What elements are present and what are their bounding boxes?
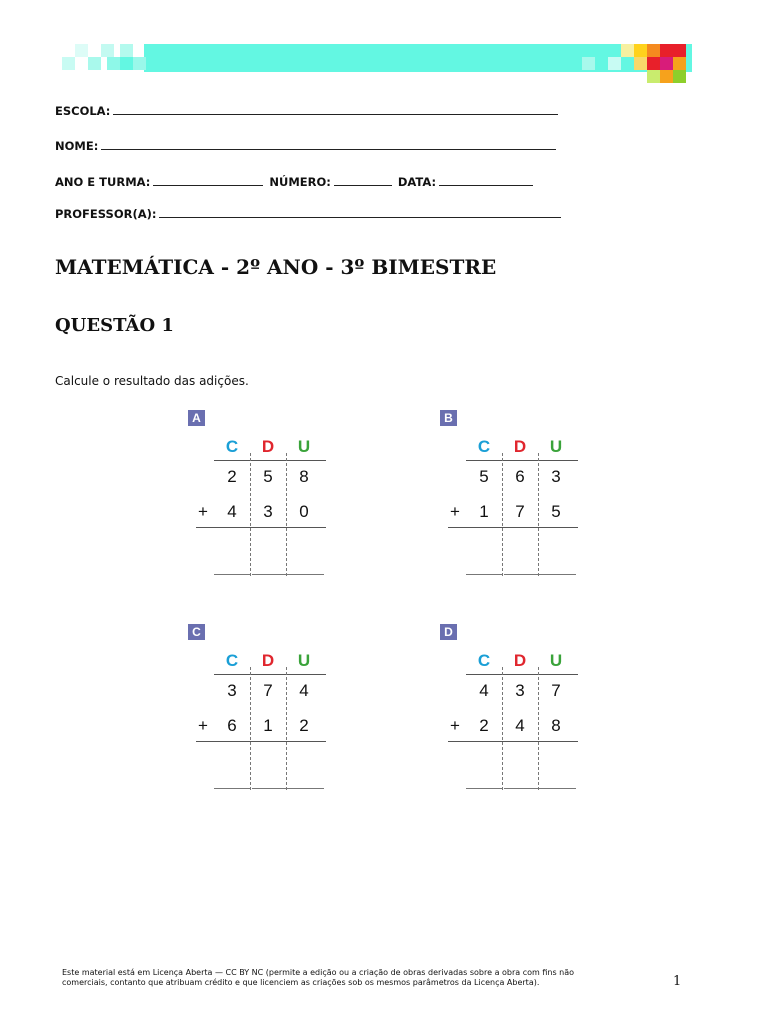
column-u-header: U <box>297 651 311 670</box>
name-line <box>101 139 556 150</box>
banner-pixel <box>647 70 660 83</box>
banner-pixel <box>673 44 686 57</box>
digit: 2 <box>299 716 309 735</box>
digit: 4 <box>299 681 309 700</box>
banner-pixel <box>647 57 660 70</box>
exercise-d <box>440 624 580 794</box>
number-label: NÚMERO: <box>269 175 331 189</box>
digit: 8 <box>299 467 309 486</box>
page-number: 1 <box>673 974 682 989</box>
banner-pixel <box>621 44 634 57</box>
number-line <box>334 175 392 186</box>
digit: 2 <box>227 467 237 486</box>
answer-line-u <box>288 574 324 575</box>
plus-sign: + <box>198 716 208 735</box>
digit: 3 <box>551 467 561 486</box>
plus-sign: + <box>198 502 208 521</box>
digit: 4 <box>515 716 525 735</box>
page-title: MATEMÁTICA - 2º ANO - 3º BIMESTRE <box>55 255 497 279</box>
digit: 2 <box>479 716 489 735</box>
banner-pixel <box>660 44 673 57</box>
question-title: QUESTÃO 1 <box>55 315 174 336</box>
answer-line-c <box>466 788 502 789</box>
year-class-label: ANO E TURMA: <box>55 175 151 189</box>
teacher-field <box>55 207 561 221</box>
column-d-header: D <box>513 651 527 670</box>
digit: 1 <box>479 502 489 521</box>
answer-line-d <box>504 788 540 789</box>
license-footer: Este material está em Licença Aberta — CC BY NC (permite a edição ou a criação de obras derivadas sobre a obra com fins não comerciais, contanto que atribuam crédito e que licenciem as criações sob os mesmos parâmetros da Licença Aberta). <box>62 968 575 987</box>
column-divider <box>250 453 251 576</box>
header-rule <box>214 460 326 461</box>
digit: 5 <box>263 467 273 486</box>
banner-pixel <box>107 57 120 70</box>
banner-pixel <box>634 57 647 70</box>
column-divider <box>250 667 251 790</box>
column-c-header: C <box>477 651 491 670</box>
digit: 0 <box>299 502 309 521</box>
answer-line-u <box>540 788 576 789</box>
digit: 3 <box>515 681 525 700</box>
name-label: NOME: <box>55 139 99 153</box>
exercise-a <box>188 410 328 580</box>
column-d-header: D <box>261 437 275 456</box>
column-c-header: C <box>225 651 239 670</box>
digit: 1 <box>263 716 273 735</box>
digit: 5 <box>551 502 561 521</box>
column-c-header: C <box>225 437 239 456</box>
digit: 7 <box>515 502 525 521</box>
column-divider <box>502 453 503 576</box>
banner-pixel <box>582 57 595 70</box>
banner-pixel <box>647 44 660 57</box>
banner-pixel <box>133 57 146 70</box>
digit: 7 <box>551 681 561 700</box>
digit: 6 <box>515 467 525 486</box>
digit: 4 <box>479 681 489 700</box>
digit: 5 <box>479 467 489 486</box>
answer-line-d <box>252 788 288 789</box>
plus-sign: + <box>450 716 460 735</box>
banner-pixel <box>673 57 686 70</box>
column-d-header: D <box>513 437 527 456</box>
sum-rule <box>448 527 578 528</box>
column-divider <box>538 453 539 576</box>
school-label: ESCOLA: <box>55 104 111 118</box>
banner-pixel <box>673 70 686 83</box>
column-divider <box>502 667 503 790</box>
column-c-header: C <box>477 437 491 456</box>
answer-line-d <box>252 574 288 575</box>
column-divider <box>286 453 287 576</box>
answer-line-u <box>288 788 324 789</box>
header-rule <box>466 460 578 461</box>
header-rule <box>214 674 326 675</box>
header-rule <box>466 674 578 675</box>
exercise-label: D <box>440 624 457 640</box>
column-divider <box>538 667 539 790</box>
header-banner <box>62 44 692 82</box>
teacher-label: PROFESSOR(A): <box>55 207 157 221</box>
banner-pixel <box>120 57 133 70</box>
banner-pixel <box>634 44 647 57</box>
column-u-header: U <box>297 437 311 456</box>
exercise-label: B <box>440 410 457 426</box>
digit: 7 <box>263 681 273 700</box>
column-divider <box>286 667 287 790</box>
sum-rule <box>196 527 326 528</box>
digit: 3 <box>263 502 273 521</box>
banner-pixel <box>120 44 133 57</box>
column-u-header: U <box>549 651 563 670</box>
banner-pixel <box>660 57 673 70</box>
digit: 6 <box>227 716 237 735</box>
sum-rule <box>448 741 578 742</box>
exercise-label: A <box>188 410 205 426</box>
plus-sign: + <box>450 502 460 521</box>
column-d-header: D <box>261 651 275 670</box>
exercise-c <box>188 624 328 794</box>
school-line <box>113 104 558 115</box>
sum-rule <box>196 741 326 742</box>
digit: 3 <box>227 681 237 700</box>
question-instruction: Calcule o resultado das adições. <box>55 374 249 388</box>
answer-line-d <box>504 574 540 575</box>
banner-pixel <box>62 57 75 70</box>
teacher-line <box>159 207 561 218</box>
answer-line-c <box>214 788 250 789</box>
digit: 8 <box>551 716 561 735</box>
answer-line-c <box>466 574 502 575</box>
date-label: DATA: <box>397 175 437 189</box>
exercise-label: C <box>188 624 205 640</box>
banner-pixel <box>608 57 621 70</box>
banner-pixel <box>75 44 88 57</box>
name-field <box>55 139 556 153</box>
banner-pixel <box>101 44 114 57</box>
school-field <box>55 104 558 118</box>
answer-line-u <box>540 574 576 575</box>
column-u-header: U <box>549 437 563 456</box>
date-line <box>439 175 533 186</box>
class-info-field <box>55 175 533 189</box>
year-class-line <box>153 175 263 186</box>
digit: 4 <box>227 502 237 521</box>
banner-pixel <box>660 70 673 83</box>
answer-line-c <box>214 574 250 575</box>
banner-pixel <box>88 57 101 70</box>
exercise-b <box>440 410 580 580</box>
